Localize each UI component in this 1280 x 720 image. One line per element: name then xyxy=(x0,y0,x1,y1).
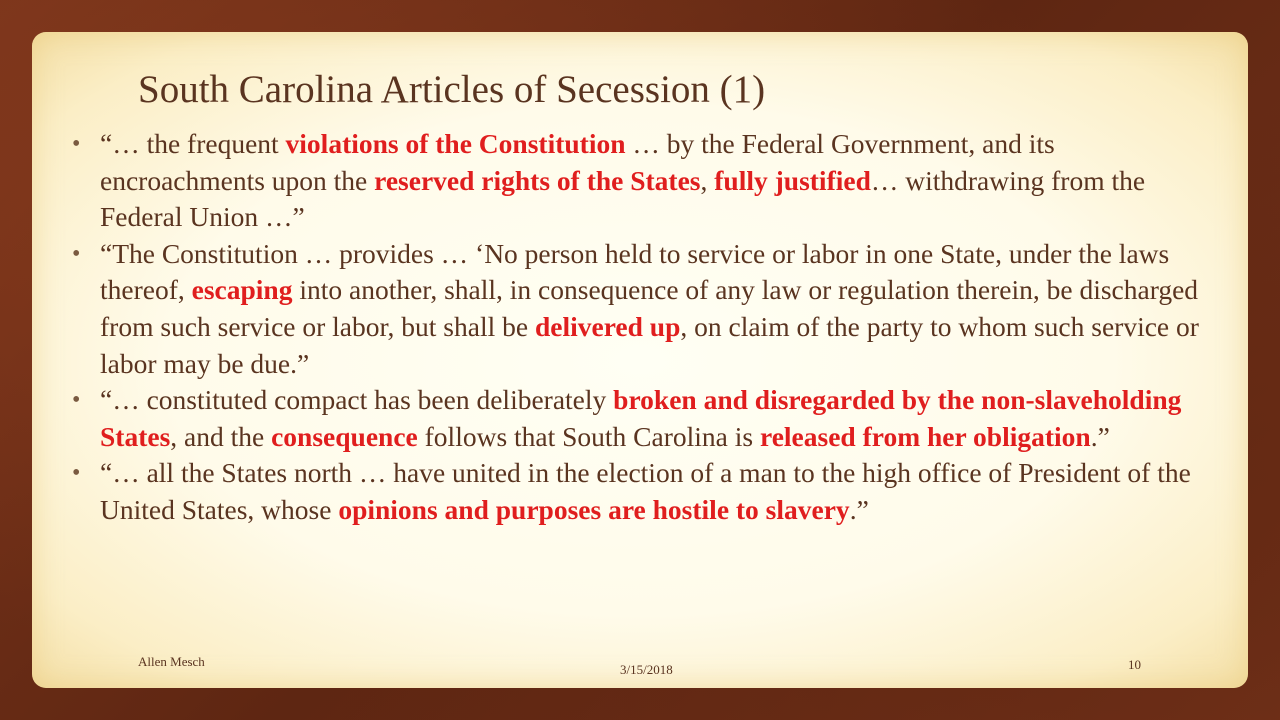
bullet-text: “… the frequent xyxy=(100,128,286,159)
bullet-text: … by the Federal Government, and its encroachments upon the xyxy=(100,128,1055,196)
highlighted-text: escaping xyxy=(191,274,293,306)
highlighted-text: broken and disregarded by the non-slaveholding States xyxy=(100,384,1182,452)
bullet-item xyxy=(72,126,1212,236)
bullet-dot-icon: • xyxy=(72,460,81,487)
bullet-text: follows that South Carolina is xyxy=(417,420,760,452)
highlighted-text: delivered up xyxy=(534,310,681,342)
highlighted-text: opinions and purposes are hostile to slavery xyxy=(338,493,850,525)
highlighted-text: violations of the Constitution xyxy=(285,128,626,159)
bullet-item xyxy=(72,455,1212,528)
bullet-item xyxy=(72,382,1212,455)
bullet-text: “… constituted compact has been deliberately xyxy=(100,384,614,416)
highlighted-text: released from her obligation xyxy=(759,420,1091,452)
bullet-text: into another, shall, in consequence of any law or regulation therein, be discharged from such service or labor, but shall be xyxy=(100,274,1199,342)
bullet-text: “… all the States north … have united in the election of a man to the high office of President of the United States, whose xyxy=(100,457,1191,525)
bullet-dot-icon: • xyxy=(72,387,81,414)
bullet-item xyxy=(72,236,1212,382)
slide-title: South Carolina Articles of Secession (1) xyxy=(138,68,766,111)
bullet-text: , and the xyxy=(170,420,272,452)
bullet-text: .” xyxy=(1090,420,1110,452)
highlighted-text: reserved rights of the States xyxy=(374,164,701,196)
footer-author: Allen Mesch xyxy=(138,654,205,669)
bullet-text: , xyxy=(700,164,715,196)
bullet-text: “The Constitution … provides … ‘No person held to service or labor in one State, under the laws thereof, xyxy=(100,237,1170,306)
highlighted-text: fully justified xyxy=(714,164,871,196)
highlighted-text: consequence xyxy=(271,420,418,452)
bullet-text: , on claim of the party to whom such service or labor may be due.” xyxy=(100,310,1199,379)
bullet-list xyxy=(72,126,1212,529)
bullet-dot-icon: • xyxy=(72,240,81,267)
footer-date: 3/15/2018 xyxy=(620,662,673,677)
bullet-text: … withdrawing from the Federal Union …” xyxy=(100,164,1146,233)
bullet-text: .” xyxy=(849,493,869,525)
footer-page-number: 10 xyxy=(1128,657,1141,672)
bullet-dot-icon: • xyxy=(72,131,81,157)
